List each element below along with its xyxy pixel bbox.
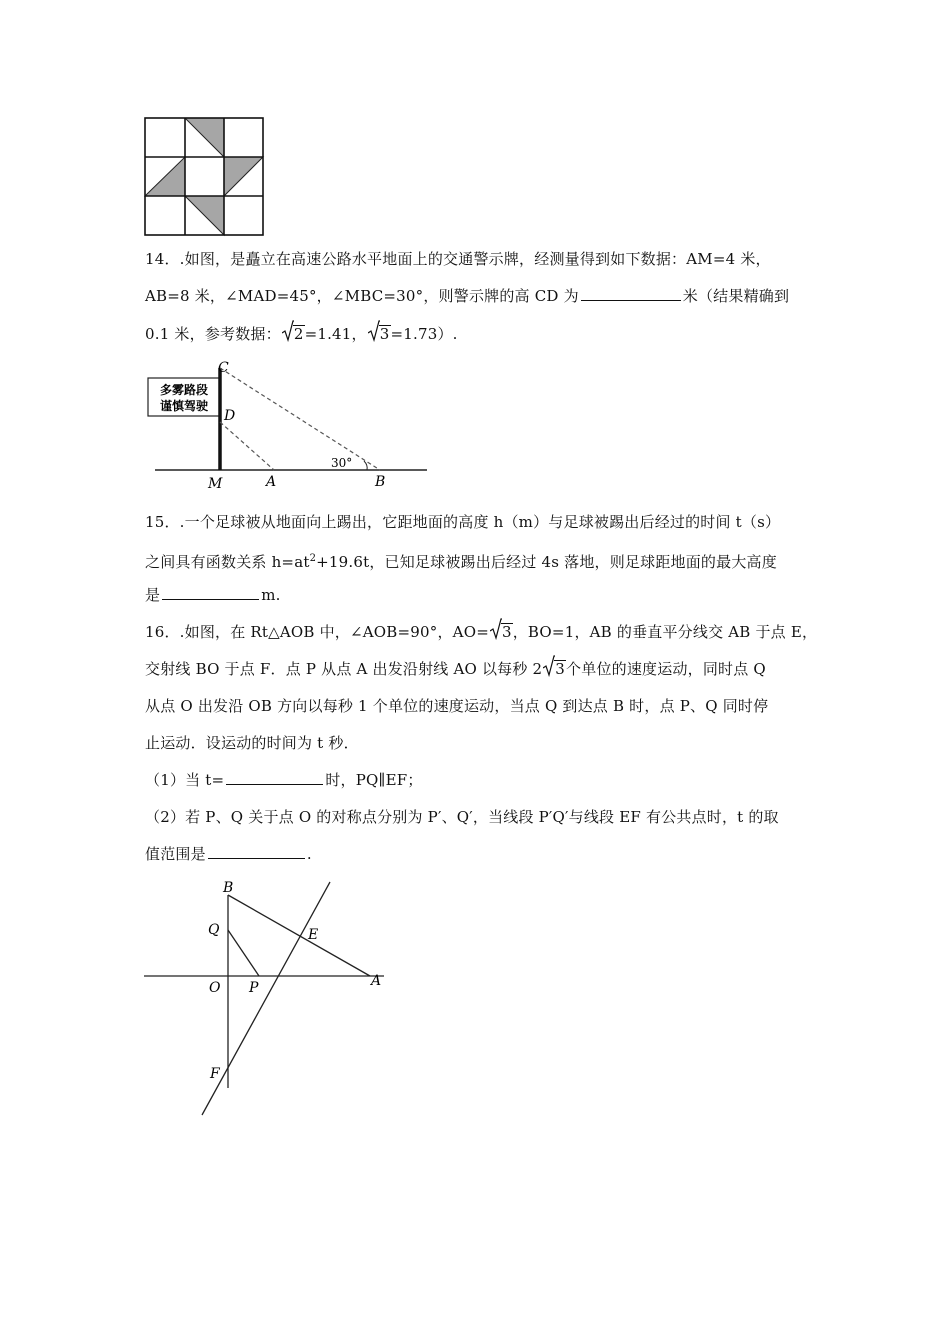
shaded-triangle-bottom — [185, 196, 224, 235]
label-P: P — [249, 980, 259, 996]
sqrt-symbol — [368, 324, 391, 344]
q16-part2-line1: （2）若 P、Q 关于点 O 的对称点分别为 P′、Q′，当线段 P′Q′与线段 EF 有公共点时，t 的取 — [145, 808, 779, 826]
q16-line1-text: 16．.如图，在 Rt△AOB 中，∠AOB=90°，AO= — [145, 623, 489, 641]
label-E: E — [308, 927, 319, 943]
q16-sqrt3-radicand: 3 — [501, 623, 512, 641]
q14-eq2: =1.73）. — [390, 325, 458, 343]
q16-line1 — [145, 622, 817, 642]
label-M: M — [208, 476, 223, 492]
q16-line4: 止运动．设运动的时间为 t 秒． — [145, 734, 359, 752]
q14-line3-text: 0.1 米，参考数据： — [145, 325, 281, 343]
angle-arc — [364, 461, 367, 470]
q16-part2-suffix: . — [306, 845, 312, 863]
shaded-triangle-top — [185, 118, 224, 157]
q15-line3 — [145, 585, 281, 605]
sqrt-symbol — [490, 622, 513, 642]
q14-sign-figure — [140, 358, 435, 493]
q15-line3-text: 是 — [145, 586, 161, 604]
q13-grid-figure — [144, 117, 266, 237]
q16-part1 — [145, 770, 423, 790]
q15-line2-suffix: +19.6t，已知足球被踢出后经过 4s 落地，则足球距地面的最大高度 — [316, 553, 777, 571]
label-C: C — [218, 360, 229, 376]
label-O: O — [209, 980, 221, 996]
q16-part2-text: 值范围是 — [145, 845, 206, 863]
q14-line2-suffix: 米（结果精确到 — [682, 287, 790, 305]
q15-line2-text: 之间具有函数关系 h=at — [145, 553, 310, 571]
q15-answer-blank[interactable] — [162, 585, 259, 600]
q16-part1-text: （1）当 t= — [145, 771, 225, 789]
q15-exponent: 2 — [309, 553, 317, 564]
q14-line2 — [145, 286, 789, 306]
segment-BA — [228, 895, 370, 976]
q16-line1-suffix: ，BO=1，AB 的垂直平分线交 AB 于点 E， — [512, 623, 818, 641]
q16-sqrt3-radicand-2: 3 — [555, 660, 566, 678]
label-B: B — [375, 474, 386, 490]
dashed-line-DA — [220, 422, 274, 470]
q14-line3 — [145, 324, 458, 344]
q16-part1-suffix: 时，PQ∥EF； — [325, 771, 423, 789]
q16-line2-text: 交射线 BO 于点 F．点 P 从点 A 出发沿射线 AO 以每秒 2 — [145, 660, 543, 678]
sign-text-2: 谨慎驾驶 — [159, 399, 209, 413]
label-A: A — [266, 474, 277, 490]
q16-triangle-figure — [140, 875, 390, 1120]
q14-answer-blank[interactable] — [581, 286, 681, 301]
q15-line1: 15．.一个足球被从地面向上踢出，它距地面的高度 h（m）与足球被踢出后经过的时间 t（s） — [145, 513, 781, 531]
q16-line3: 从点 O 出发沿 OB 方向以每秒 1 个单位的速度运动，当点 Q 到达点 B 时，点 P、Q 同时停 — [145, 697, 769, 715]
angle-label: 30° — [331, 456, 353, 470]
q16-part2-answer-blank[interactable] — [208, 844, 305, 859]
segment-QP — [228, 930, 259, 976]
sqrt3-radicand: 3 — [379, 325, 390, 343]
q16-line2 — [145, 659, 766, 679]
q16-line2-suffix: 个单位的速度运动，同时点 Q — [566, 660, 766, 678]
sign-text-1: 多雾路段 — [159, 383, 209, 397]
dashed-line-CB — [220, 368, 380, 470]
q14-eq1: =1.41， — [304, 325, 367, 343]
q16-part2-line2 — [145, 844, 312, 864]
label-B: B — [223, 880, 234, 896]
q15-line3-suffix: m. — [261, 586, 281, 604]
shaded-triangle-left — [145, 157, 185, 196]
shaded-triangle-right — [224, 157, 263, 196]
label-F: F — [210, 1066, 220, 1082]
label-Q: Q — [208, 922, 220, 938]
sqrt-symbol — [282, 324, 305, 344]
q15-line2 — [145, 549, 777, 572]
sqrt2-radicand: 2 — [293, 325, 304, 343]
q14-line2-text: AB=8 米，∠MAD=45°，∠MBC=30°，则警示牌的高 CD 为 — [145, 287, 579, 305]
q14-line1: 14．.如图，是矗立在高速公路水平地面上的交通警示牌，经测量得到如下数据：AM=4 米， — [145, 250, 771, 268]
q16-part1-answer-blank[interactable] — [226, 770, 323, 785]
sqrt-symbol — [543, 659, 566, 679]
label-D: D — [224, 408, 236, 424]
label-A: A — [371, 973, 382, 989]
